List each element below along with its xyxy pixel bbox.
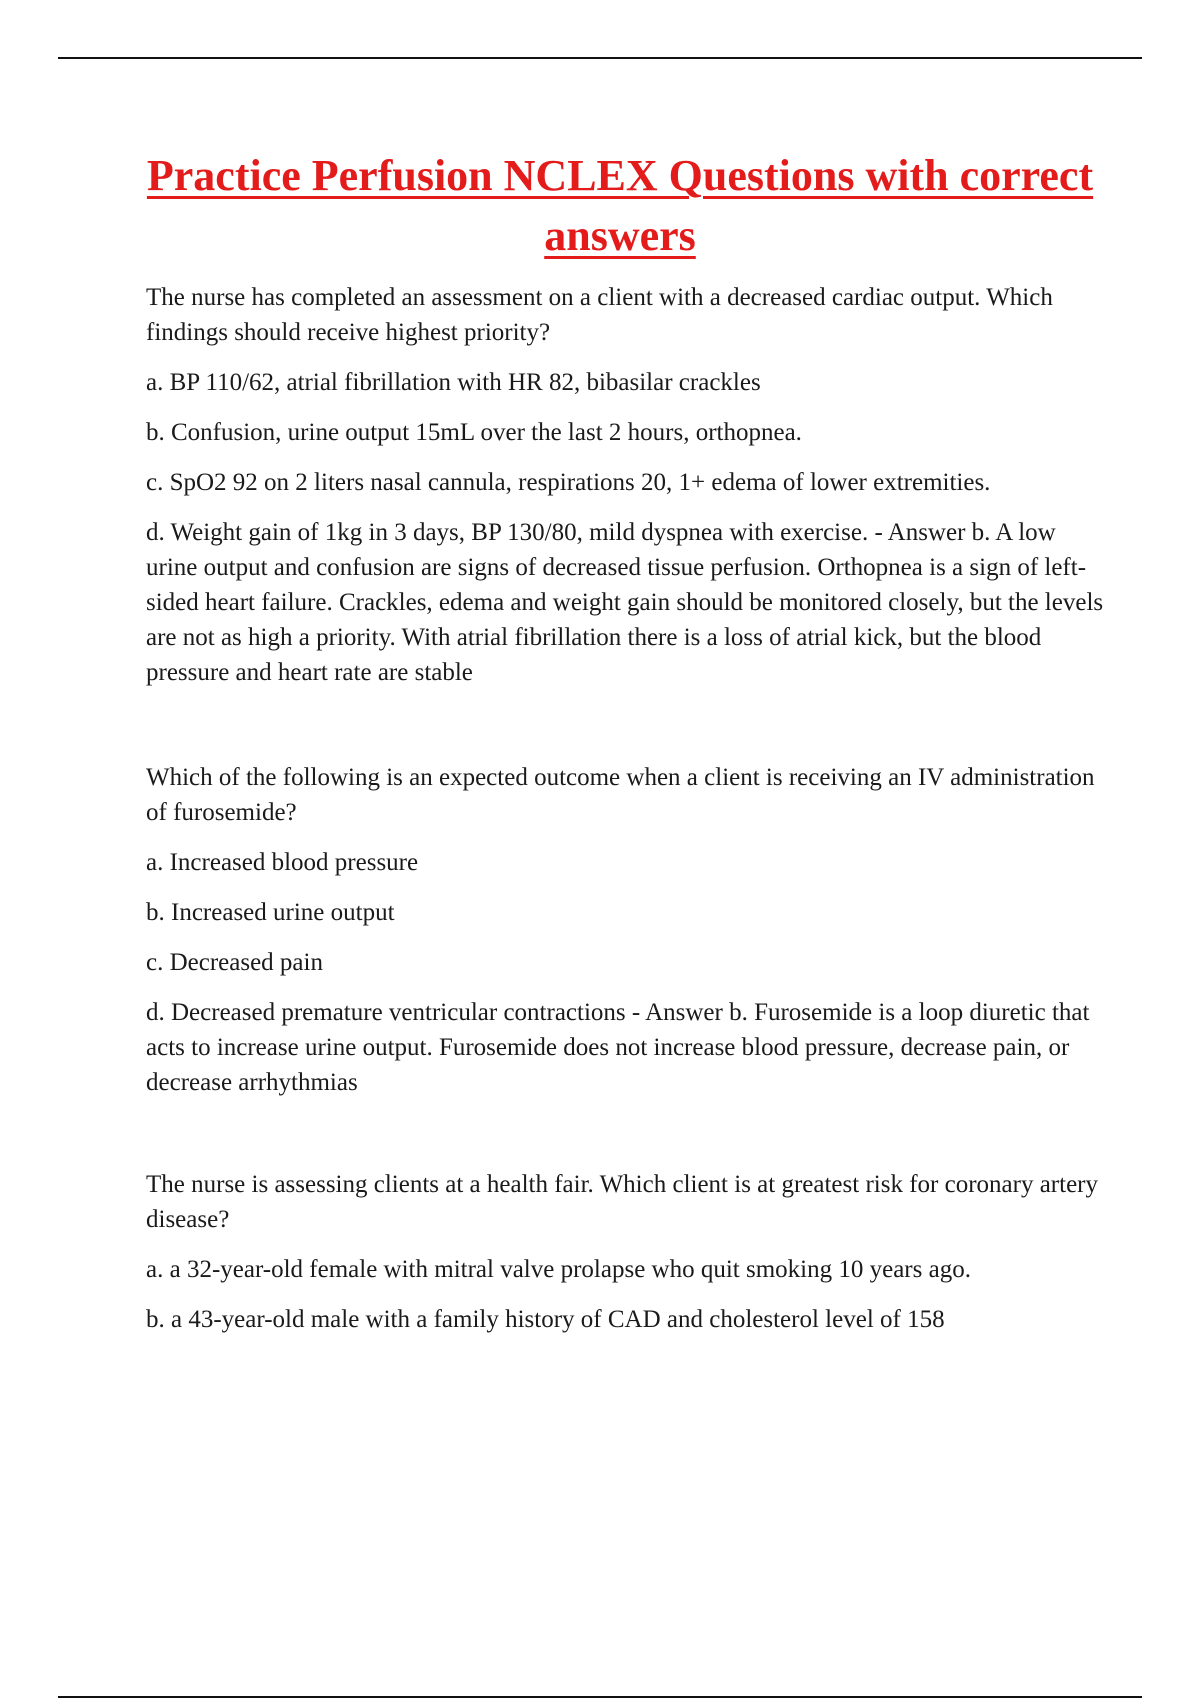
top-rule [58, 57, 1142, 59]
question-prompt: The nurse is assessing clients at a health fair. Which client is at greatest risk for coronary artery disease? [146, 1171, 1098, 1233]
answer-option-a: a. Increased blood pressure [146, 849, 419, 876]
answer-option-a: a. BP 110/62, atrial fibrillation with HR 82, bibasilar crackles [146, 369, 761, 396]
spacer [146, 705, 1106, 760]
bottom-rule [58, 1696, 1142, 1698]
document-body [146, 280, 1106, 1352]
question-prompt: Which of the following is an expected outcome when a client is receiving an IV administration of furosemide? [146, 764, 1095, 826]
answer-option-b: b. Increased urine output [146, 899, 395, 926]
answer-option-b: b. Confusion, urine output 15mL over the last 2 hours, orthopnea. [146, 419, 802, 446]
answer-option-b: b. a 43-year-old male with a family history of CAD and cholesterol level of 158 [146, 1306, 945, 1333]
answer-option-c: c. Decreased pain [146, 949, 323, 976]
document-title: Practice Perfusion NCLEX Questions with correct answers [146, 151, 1094, 260]
answer-option-a: a. a 32-year-old female with mitral valve prolapse who quit smoking 10 years ago. [146, 1256, 971, 1283]
answer-option-d-with-rationale: d. Weight gain of 1kg in 3 days, BP 130/80, mild dyspnea with exercise. - Answer b. A low urine output and confusion are signs of decreased tissue perfusion. Orthopnea is a sign of left-sided heart failure. Crackles, edema and weight gain should be monitored closely, but the levels are not as high a priority. With atrial fibrillation there is a loss of atrial kick, but the blood pressure and heart rate are stable [146, 519, 1104, 686]
spacer [146, 1115, 1106, 1167]
question-1 [146, 280, 1106, 690]
question-3 [146, 1167, 1106, 1337]
question-2 [146, 760, 1106, 1100]
question-prompt: The nurse has completed an assessment on a client with a decreased cardiac output. Which findings should receive highest priority? [146, 284, 1053, 346]
answer-option-d-with-rationale: d. Decreased premature ventricular contractions - Answer b. Furosemide is a loop diuretic that acts to increase urine output. Furosemide does not increase blood pressure, decrease pain, or decrease arrhythmias [146, 999, 1090, 1096]
answer-option-c: c. SpO2 92 on 2 liters nasal cannula, respirations 20, 1+ edema of lower extremities. [146, 469, 991, 496]
